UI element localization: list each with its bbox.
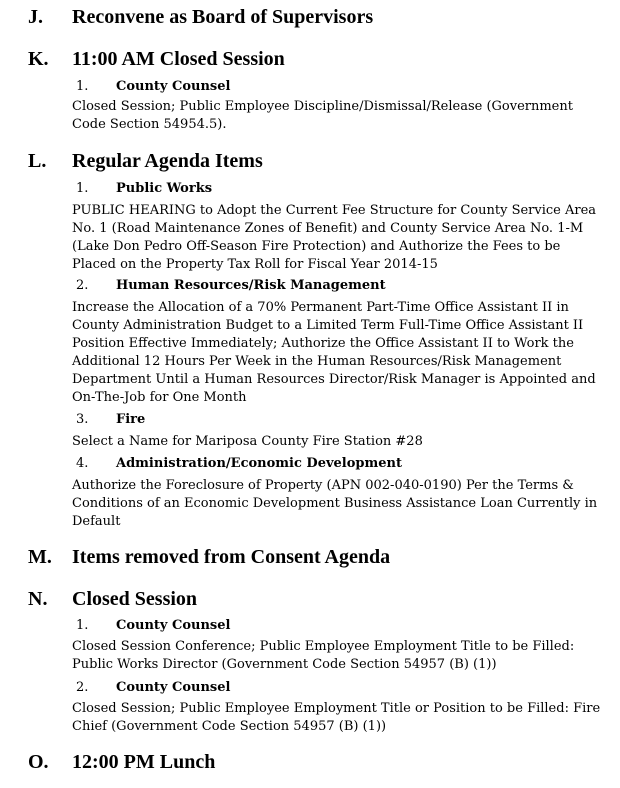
item-description xyxy=(72,98,602,134)
section-heading: Closed Session xyxy=(72,588,198,610)
item-title: Human Resources/Risk Management xyxy=(116,278,386,293)
item-title: Fire xyxy=(116,412,146,427)
description-line: Public Works Director (Government Code Section 54957 (B) (1)) xyxy=(72,657,497,672)
section-letter: J. xyxy=(28,6,43,28)
item-description xyxy=(72,638,602,674)
description-line: County Administration Budget to a Limited Term Full-Time Office Assistant II xyxy=(72,318,584,333)
item-number: 4. xyxy=(76,456,89,471)
description-line: (Lake Don Pedro Off-Season Fire Protection) and Authorize the Fees to be xyxy=(72,239,561,254)
section-heading: Reconvene as Board of Supervisors xyxy=(72,6,374,28)
item-description xyxy=(72,202,602,274)
description-line: No. 1 (Road Maintenance Zones of Benefit) and County Service Area No. 1-M xyxy=(72,221,584,236)
description-line: Conditions of an Economic Development Business Assistance Loan Currently in xyxy=(72,496,598,511)
description-line: Select a Name for Mariposa County Fire Station #28 xyxy=(72,434,423,449)
item-number: 2. xyxy=(76,278,89,293)
item-title: Public Works xyxy=(116,181,213,196)
item-description xyxy=(72,299,602,407)
item-title: County Counsel xyxy=(116,618,231,633)
section-letter: N. xyxy=(28,588,48,610)
description-line: Closed Session; Public Employee Discipline/Dismissal/Release (Government xyxy=(72,99,573,114)
description-line: Code Section 54954.5). xyxy=(72,117,227,132)
item-number: 1. xyxy=(76,79,89,94)
item-title: County Counsel xyxy=(116,79,231,94)
description-line: Chief (Government Code Section 54957 (B) (1)) xyxy=(72,719,387,734)
item-number: 2. xyxy=(76,680,89,695)
description-line: Closed Session; Public Employee Employment Title or Position to be Filled: Fire xyxy=(72,701,601,716)
description-line: Authorize the Foreclosure of Property (APN 002-040-0190) Per the Terms & xyxy=(72,478,574,493)
item-title: County Counsel xyxy=(116,680,231,695)
description-line: Closed Session Conference; Public Employee Employment Title to be Filled: xyxy=(72,639,575,654)
description-line: Additional 12 Hours Per Week in the Human Resources/Risk Management xyxy=(72,354,562,369)
item-title: Administration/Economic Development xyxy=(116,456,402,471)
item-number: 3. xyxy=(76,412,89,427)
description-line: PUBLIC HEARING to Adopt the Current Fee Structure for County Service Area xyxy=(72,203,597,218)
section-heading: Regular Agenda Items xyxy=(72,150,263,172)
item-description xyxy=(72,700,602,736)
description-line: On-The-Job for One Month xyxy=(72,390,247,405)
section-heading: Items removed from Consent Agenda xyxy=(72,546,391,568)
item-description xyxy=(72,433,602,451)
section-heading: 11:00 AM Closed Session xyxy=(72,48,285,70)
description-line: Department Until a Human Resources Director/Risk Manager is Appointed and xyxy=(72,372,596,387)
description-line: Placed on the Property Tax Roll for Fiscal Year 2014-15 xyxy=(72,257,438,272)
description-line: Position Effective Immediately; Authorize the Office Assistant II to Work the xyxy=(72,336,574,351)
item-description xyxy=(72,477,602,531)
section-letter: L. xyxy=(28,150,47,172)
item-number: 1. xyxy=(76,181,89,196)
item-number: 1. xyxy=(76,618,89,633)
section-heading: 12:00 PM Lunch xyxy=(72,751,216,773)
section-letter: M. xyxy=(28,546,52,568)
section-letter: K. xyxy=(28,48,49,70)
description-line: Default xyxy=(72,514,121,529)
section-letter: O. xyxy=(28,751,49,773)
description-line: Increase the Allocation of a 70% Permanent Part-Time Office Assistant II in xyxy=(72,300,569,315)
